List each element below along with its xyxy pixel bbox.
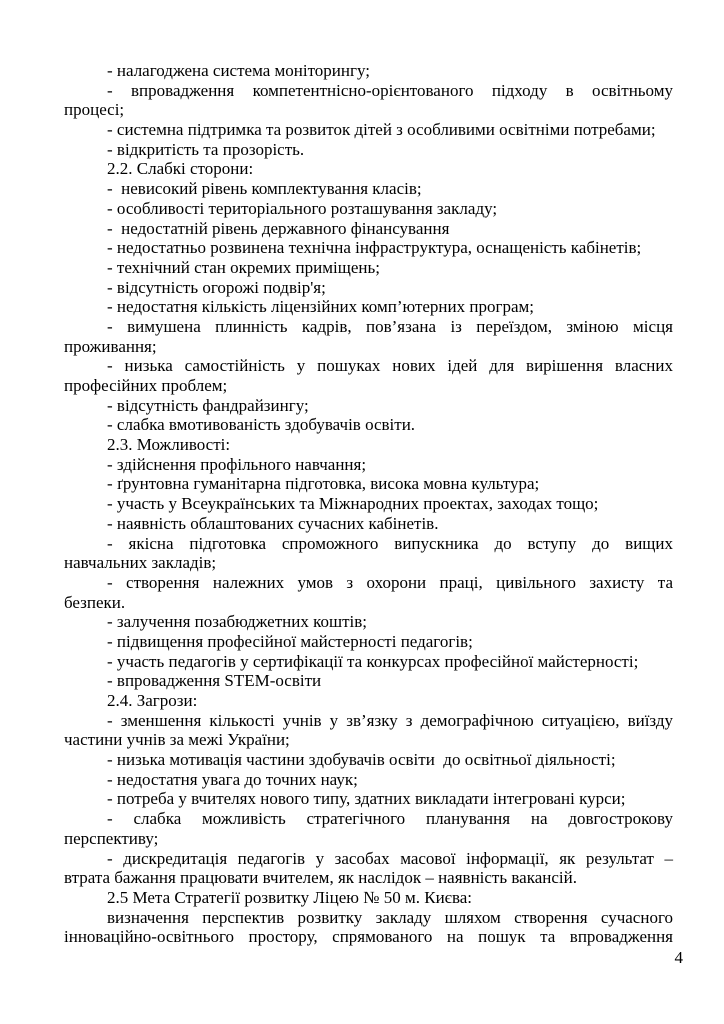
text-line: інноваційно-освітнього простору, спрямованого на пошук та впровадження xyxy=(64,927,673,947)
text-line: - ґрунтовна гуманітарна підготовка, висока мовна культура; xyxy=(107,474,540,494)
text-line: - слабка можливість стратегічного планування на довгострокову xyxy=(107,809,673,829)
text-line: 2.2. Слабкі сторони: xyxy=(107,159,254,179)
text-line: - участь педагогів у сертифікації та конкурсах професійної майстерності; xyxy=(107,651,639,671)
text-line: - відсутність фандрайзингу; xyxy=(107,395,309,415)
page-number: 4 xyxy=(674,948,683,967)
text-line: - дискредитація педагогів у засобах масової інформації, як результат – xyxy=(107,848,673,868)
text-line: - наявність облаштованих сучасних кабінетів. xyxy=(107,513,439,533)
text-line: частини учнів за межі України; xyxy=(64,730,290,750)
text-line: - недостатньо розвинена технічна інфраструктура, оснащеність кабінетів; xyxy=(107,238,642,258)
text-line: 2.3. Можливості: xyxy=(107,435,231,455)
text-line: - особливості територіального розташування закладу; xyxy=(107,198,498,218)
text-line: - слабка вмотивованість здобувачів освіти. xyxy=(107,415,416,435)
text-line: навчальних закладів; xyxy=(64,553,217,573)
text-line: - створення належних умов з охорони праці, цивільного захисту та xyxy=(107,572,673,592)
text-line: - налагоджена система моніторингу; xyxy=(107,61,370,80)
text-line: безпеки. xyxy=(64,592,126,612)
text-line: - недостатня увага до точних наук; xyxy=(107,769,358,789)
text-line: - недостатня кількість ліцензійних комп’ютерних програм; xyxy=(107,297,534,317)
text-line: - недостатній рівень державного фінансування xyxy=(107,218,450,238)
text-line: - впровадження компетентнісно-орієнтованого підходу в освітньому xyxy=(107,80,673,100)
text-line: - залучення позабюджетних коштів; xyxy=(107,612,367,632)
text-line: 2.5 Мета Стратегії розвитку Ліцею № 50 м. Києва: xyxy=(107,887,473,907)
text-line: - невисокий рівень комплектування класів; xyxy=(107,179,422,199)
text-line: - здійснення профільного навчання; xyxy=(107,454,367,474)
text-line: - низька мотивація частини здобувачів освіти до освітньої діяльності; xyxy=(107,750,616,770)
text-line: - відкритість та прозорість. xyxy=(107,139,305,159)
text-line: - відсутність огорожі подвір'я; xyxy=(107,277,326,297)
text-line: - низька самостійність у пошуках нових ідей для вирішення власних xyxy=(107,356,673,376)
text-line: визначення перспектив розвитку закладу шляхом створення сучасного xyxy=(107,907,673,927)
text-line: 2.4. Загрози: xyxy=(107,691,198,710)
text-line: - технічний стан окремих приміщень; xyxy=(107,257,380,277)
document-body xyxy=(64,61,673,947)
text-line: професійних проблем; xyxy=(64,376,228,395)
text-line: втрата бажання працювати вчителем, як наслідок – наявність вакансій. xyxy=(64,868,577,888)
text-line: процесі; xyxy=(64,100,125,120)
text-line: перспективу; xyxy=(64,828,159,848)
text-line: - системна підтримка та розвиток дітей з особливими освітніми потребами; xyxy=(107,120,656,140)
text-line: проживання; xyxy=(64,336,157,356)
text-line: - потреба у вчителях нового типу, здатних викладати інтегровані курси; xyxy=(107,789,626,809)
text-line: - участь у Всеукраїнських та Міжнародних проектах, заходах тощо; xyxy=(107,494,599,514)
text-line: - підвищення професійної майстерності педагогів; xyxy=(107,631,473,651)
text-line: - впровадження STEM-освіти xyxy=(107,671,322,691)
text-line: - вимушена плинність кадрів, пов’язана із переїздом, зміною місця xyxy=(107,316,673,336)
text-line: - зменшення кількості учнів у зв’язку з демографічною ситуацією, виїзду xyxy=(107,710,673,730)
text-line: - якісна підготовка спроможного випускника до вступу до вищих xyxy=(107,533,673,553)
